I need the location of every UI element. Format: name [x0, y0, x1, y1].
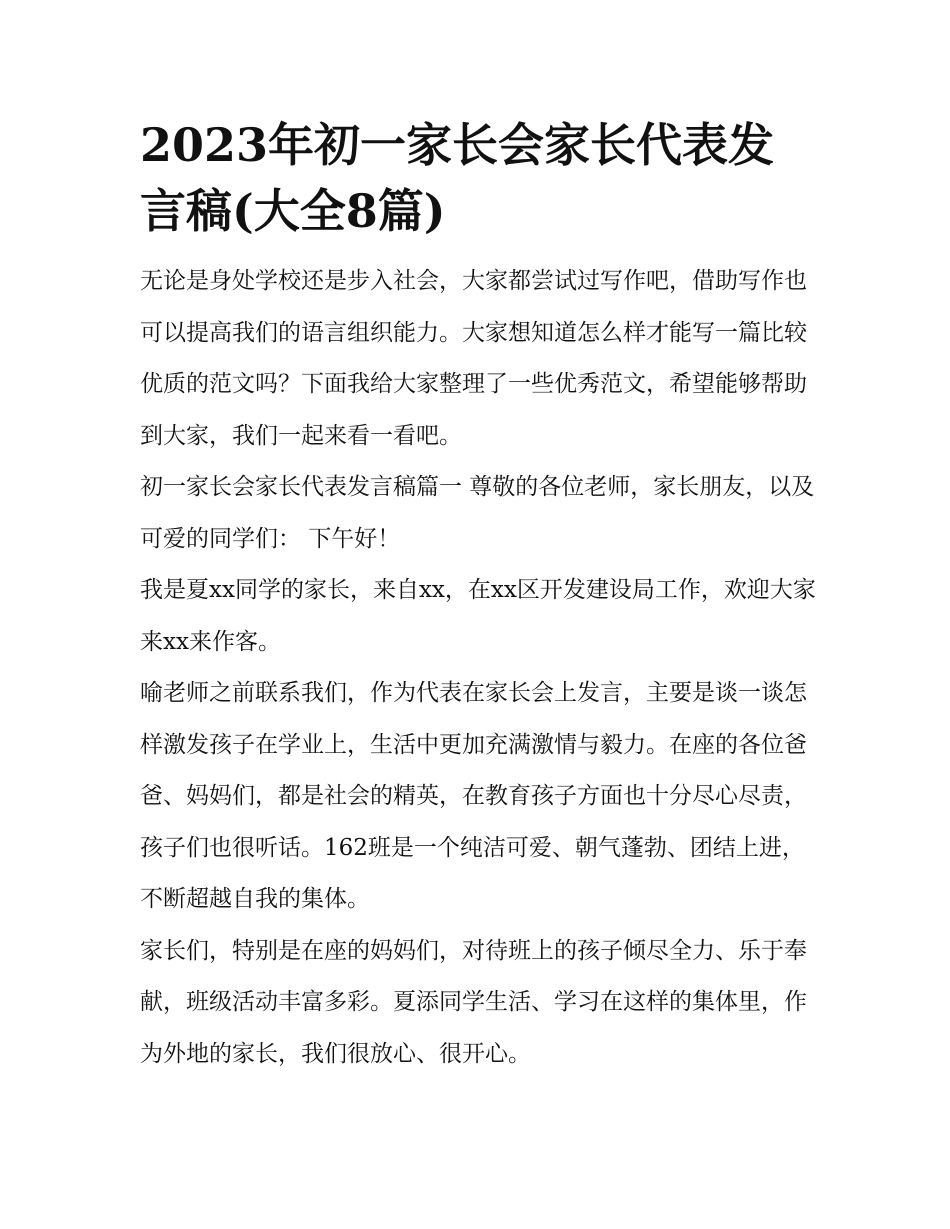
paragraph-greeting: 初一家长会家长代表发言稿篇一 尊敬的各位老师，家长朋友，以及可爱的同学们： 下午好！	[140, 474, 815, 552]
paragraph-class-description: 喻老师之前联系我们，作为代表在家长会上发言，主要是谈一谈怎样激发孩子在学业上，生活中更加充满激情与毅力。在座的各位爸爸、妈妈们，都是社会的精英，在教育孩子方面也十分尽心尽责，孩子们也很听话。162班是一个纯洁可爱、朝气蓬勃、团结上进，不断超越自我的集体。	[140, 680, 807, 912]
paragraph-parents-thanks: 家长们，特别是在座的妈妈们，对待班上的孩子倾尽全力、乐于奉献，班级活动丰富多彩。夏添同学生活、学习在这样的集体里，作为外地的家长，我们很放心、很开心。	[140, 937, 807, 1067]
document-title: 2023年初一家长会家长代表发言稿(大全8篇)	[140, 118, 775, 238]
paragraph-self-intro: 我是夏xx同学的家长，来自xx，在xx区开发建设局工作，欢迎大家来xx来作客。	[140, 577, 816, 655]
document-page	[140, 112, 820, 1080]
paragraph-intro: 无论是身处学校还是步入社会，大家都尝试过写作吧，借助写作也可以提高我们的语言组织能力。大家想知道怎么样才能写一篇比较优质的范文吗？下面我给大家整理了一些优秀范文，希望能够帮助到大家，我们一起来看一看吧。	[140, 268, 807, 449]
